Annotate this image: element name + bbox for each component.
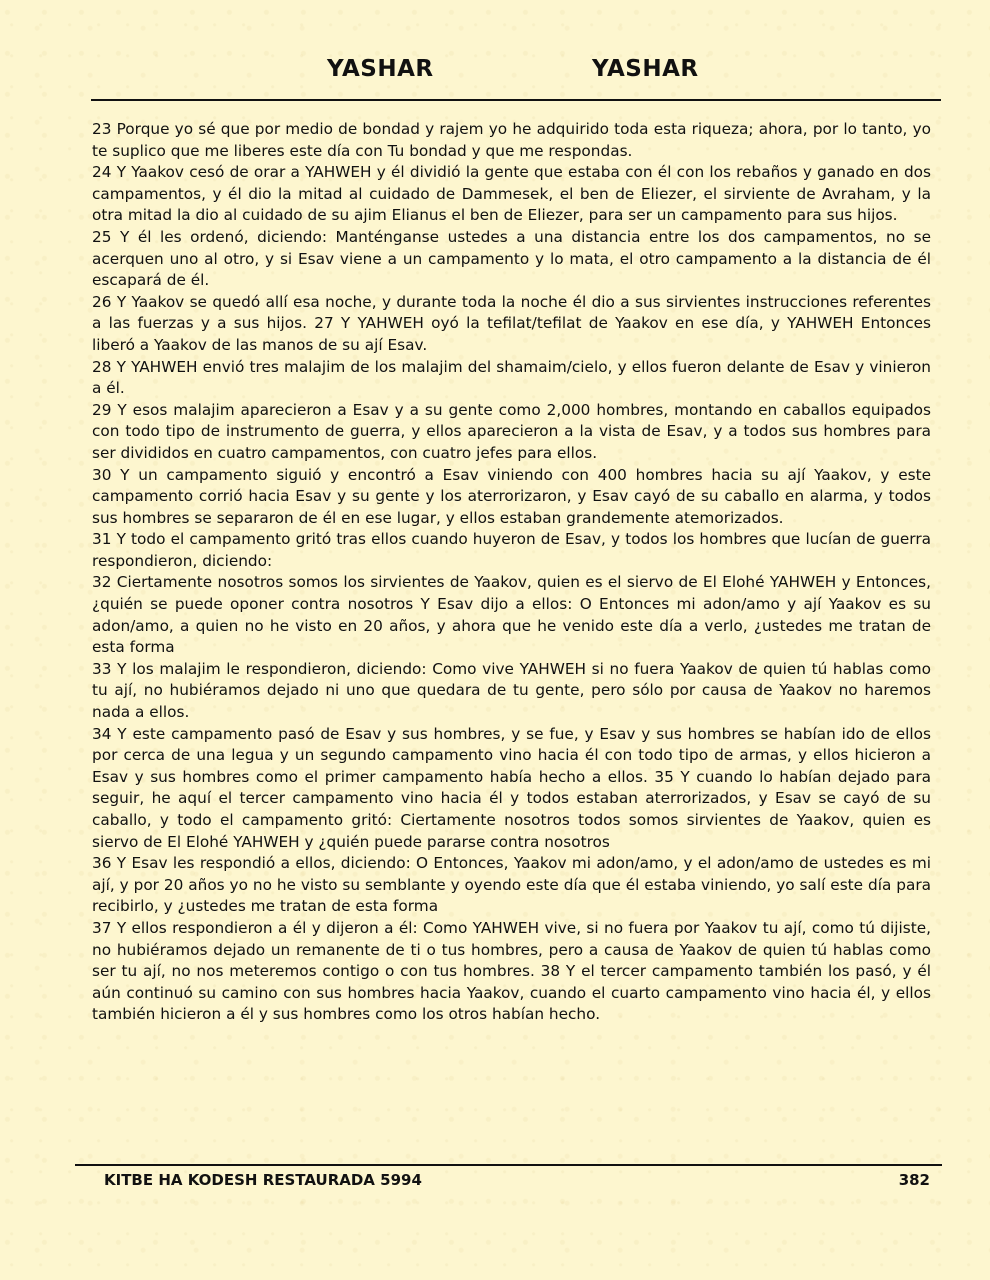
verse-25: 25 Y él les ordenó, diciendo: Manténganse ustedes a una distancia entre los dos campamentos, no se acerquen uno al otro, y si Esav viene a un campamento y lo mata, el otro campamento a la distancia de él escapará de él. — [92, 227, 931, 290]
verse-26-27: 26 Y Yaakov se quedó allí esa noche, y durante toda la noche él dio a sus sirvientes instrucciones referentes a las fuerzas y a sus hijos. 27 Y YAHWEH oyó la tefilat/tefilat de Yaakov en ese día, y YAHWEH Entonces liberó a Yaakov de las manos de su ají Esav. — [92, 292, 931, 354]
verse-28: 28 Y YAHWEH envió tres malajim de los malajim del shamaim/cielo, y ellos fueron delante de Esav y vinieron a él. — [92, 357, 931, 398]
verse-31: 31 Y todo el campamento gritó tras ellos cuando huyeron de Esav, y todos los hombres que lucían de guerra respondieron, diciendo: — [92, 530, 931, 570]
verse-32: 32 Ciertamente nosotros somos los sirvientes de Yaakov, quien es el siervo de El Elohé YAHWEH y Entonces, ¿quién se puede oponer contra nosotros Y Esav dijo a ellos: O Entonces mi adon/amo y ají Yaakov es su adon/amo, a quien no he visto en 20 años, y ahora que he venido este día a verlo, ¿ustedes me tratan de esta forma — [92, 573, 931, 657]
verse-33: 33 Y los malajim le respondieron, diciendo: Como vive YAHWEH si no fuera Yaakov de quien tú hablas como tu ají, no hubiéramos dejado ni uno que quedara de tu gente, pero sólo por causa de Yaakov no haremos nada a ellos. — [92, 659, 931, 722]
header-title-left: YASHAR — [327, 56, 434, 82]
footer-divider — [75, 1164, 942, 1166]
verse-34-35: 34 Y este campamento pasó de Esav y sus hombres, y se fue, y Esav y sus hombres se habían ido de ellos por cerca de una legua y un segundo campamento vino hacia él con todo tipo de armas, y ellos hicieron a Esav y sus hombres como el primer campamento había hecho a ellos. 35 Y cuando lo habían dejado para seguir, he aquí el tercer campamento vino hacia él y todos estaban aterrorizados, y Esav se cayó de su caballo, y todo el campamento gritó: Ciertamente nosotros todos somos sirvientes de Yaakov, quien es siervo de El Elohé YAHWEH y ¿quién puede pararse contra nosotros — [92, 724, 931, 851]
verse-36: 36 Y Esav les respondió a ellos, diciendo: O Entonces, Yaakov mi adon/amo, y el adon/amo de ustedes es mi ají, y por 20 años yo no he visto su semblante y oyendo este día que él estaba viniendo, yo salí este día para recibirlo, y ¿ustedes me tratan de esta forma — [92, 854, 931, 916]
verse-23: 23 Porque yo sé que por medio de bondad y rajem yo he adquirido toda esta riqueza; ahora, por lo tanto, yo te suplico que me liberes este día con Tu bondad y que me respondas. — [92, 120, 931, 160]
page-header — [0, 56, 990, 90]
verse-37-38: 37 Y ellos respondieron a él y dijeron a él: Como YAHWEH vive, si no fuera por Yaakov tu ají, como tú dijiste, no hubiéramos dejado un remanente de ti o tus hombres, pero a causa de Yaakov de quien tú hablas como ser tu ají, no nos meteremos contigo o con tus hombres. 38 Y el tercer campamento también los pasó, y él aún continuó su camino con sus hombres hacia Yaakov, cuando el cuarto campamento vino hacia él, y ellos también hicieron a él y sus hombres como los otros habían hecho. — [92, 918, 931, 1024]
page-number: 382 — [898, 1171, 930, 1189]
footer-book-title: KITBE HA KODESH RESTAURADA 5994 — [104, 1171, 422, 1189]
verse-30: 30 Y un campamento siguió y encontró a Esav viniendo con 400 hombres hacia su ají Yaakov, y este campamento corrió hacia Esav y su gente y los aterrorizaron, y Esav cayó de su caballo en alarma, y todos sus hombres se separaron de él en ese lugar, y ellos estaban grandemente atemorizados. — [92, 465, 931, 527]
verse-24: 24 Y Yaakov cesó de orar a YAHWEH y él dividió la gente que estaba con él con los rebaños y ganado en dos campamentos, y él dio la mitad al cuidado de Dammesek, el ben de Eliezer, el sirviente de Avraham, y la otra mitad la dio al cuidado de su ajim Elianus el ben de Eliezer, para ser un campamento para sus hijos. — [92, 163, 931, 225]
body-text — [92, 119, 931, 1026]
header-title-right: YASHAR — [592, 56, 699, 82]
verse-29: 29 Y esos malajim aparecieron a Esav y a su gente como 2,000 hombres, montando en caballos equipados con todo tipo de instrumento de guerra, y ellos aparecieron a la vista de Esav, y a todos sus hombres para ser divididos en cuatro campamentos, con cuatro jefes para ellos. — [92, 400, 931, 462]
header-divider — [91, 99, 941, 101]
